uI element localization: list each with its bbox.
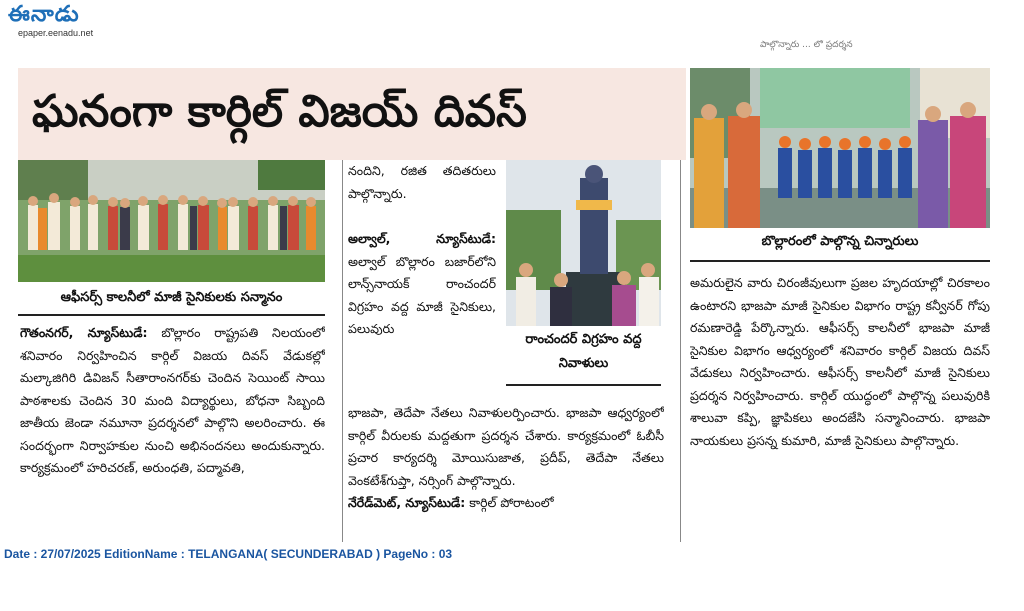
- col2-neredmet-body: కార్గిల్ పోరాటంలో: [469, 495, 554, 510]
- logo-site-url: epaper.eenadu.net: [18, 28, 94, 38]
- news-clipping: [18, 62, 1003, 544]
- photo-children-group: [690, 68, 990, 228]
- article-headline: ఘనంగా కార్గిల్ విజయ్ దివస్: [32, 86, 527, 137]
- photo1-caption: ఆఫీసర్స్ కాలనీలో మాజీ సైనికులకు సన్మానం: [60, 290, 283, 305]
- column-divider-2: [680, 160, 681, 542]
- dateline-gouthamnagar: గౌతంనగర్, న్యూస్‌టుడే:: [20, 325, 148, 340]
- article-column-1: [20, 322, 325, 542]
- caption-rule-2: [506, 384, 661, 386]
- logo-wordmark: ఈనాడు: [8, 2, 80, 27]
- caption-rule-3: [690, 260, 990, 262]
- column-divider: [342, 160, 343, 542]
- photo3-caption: బొల్లారంలో పాల్గొన్న చిన్నారులు: [761, 234, 919, 249]
- photo-statue-tribute: [506, 160, 661, 326]
- col3-text: అమరులైన వారు చిరంజీవులుగా ప్రజల హృదయాల్లో చిరకాలం ఉంటారని భాజపా మాజీ సైనికుల విభాగం రాష్ట్ర కన్వీనర్ గోపు రమణారెడ్డి పేర్కొన్నారు. ఆఫీసర్స్ కాలనీలో భాజపా మాజీ సైనికుల విభాగం ఆధ్వర్యంలో శనివారం కార్గిల్ విజయ దివస్ వేడుకలు నిర్వహించారు. ఆఫీసర్స్ కాలనీలో మాజీ సైనికులు ప్రదర్శన నిర్వహించారు. కార్గిల్ యుద్ధంలో పాల్గొన్న పలువురికి శాలువా కప్పి, జ్ఞాపికలు అందజేసి సన్మానించారు. భాజపా నాయకులు ప్రసన్న కుమారి, మాజీ సైనికులు పాల్గొన్నారు.: [690, 275, 990, 448]
- photo2-caption: [506, 328, 661, 376]
- col2-alwal-body: అల్వాల్ బొల్లారం బజార్‌లోని లాన్స్‌నాయక్ రాంచందర్ విగ్రహం వద్ద మాజీ సైనికులు, పలువురు: [348, 253, 496, 336]
- eenadu-logo[interactable]: [8, 2, 112, 42]
- photo-veterans-group: [18, 160, 325, 282]
- edition-info: Date : 27/07/2025 EditionName : TELANGANA( SECUNDERABAD ) PageNo : 03: [4, 547, 453, 561]
- photo2-caption-line1: రాంచందర్ విగ్రహం వద్ద: [525, 332, 642, 347]
- dateline-alwal: అల్వాల్, న్యూస్‌టుడే:: [348, 231, 496, 246]
- article-column-3: [690, 272, 990, 542]
- col2-top-text: నందిని, రజిత తదితరులు పాల్గొన్నారు.: [348, 163, 496, 201]
- caption-rule: [18, 314, 325, 316]
- photo2-caption-line2: నివాళులు: [558, 356, 609, 371]
- headline-band: [18, 68, 686, 160]
- col1-body: బొల్లారం రాష్ట్రపతి నిలయంలో శనివారం నిర్వహించిన కార్గిల్ విజయ దివస్ వేడుకల్లో మల్కాజిగిరి డివిజన్ సీతారాంనగర్‌కు చెందిన సెయింట్ సాయి పాఠశాలకు చెందిన 30 మంది విద్యార్థులు, బోధనా సిబ్బంది జాతీయ జెండా నమూనా ప్రదర్శనలో పాల్గొని అలరించారు. ఈ సందర్భంగా నిర్వాహకుల నుంచి అభినందనలు అందుకున్నారు. కార్యక్రమంలో హరిచరణ్, అరుంధతి, పద్మావతి,: [20, 325, 325, 475]
- article-column-2-alwal: [348, 228, 496, 408]
- article-column-2-wide: [348, 402, 664, 542]
- dateline-neredmet: నేరేడ్‌మెట్, న్యూస్‌టుడే:: [348, 495, 466, 510]
- article-column-2-top: [348, 160, 496, 228]
- col2-wide-text: భాజపా, తెదేపా నేతలు నివాళులర్పించారు. భాజపా ఆధ్వర్యంలో కార్గిల్ వీరులకు మద్దతుగా ప్రదర్శన చేశారు. కార్యక్రమంలో ఓబీసీ ప్రచార కార్యదర్శి మోయిసుజాత, ప్రదీప్, తెదేపా నేతలు వెంకటేశ్‌గుప్తా, నర్సింగ్ పాల్గొన్నారు.: [348, 405, 664, 488]
- cropped-top-text: పాల్గొన్నారు ... లో ప్రదర్శన: [760, 40, 853, 50]
